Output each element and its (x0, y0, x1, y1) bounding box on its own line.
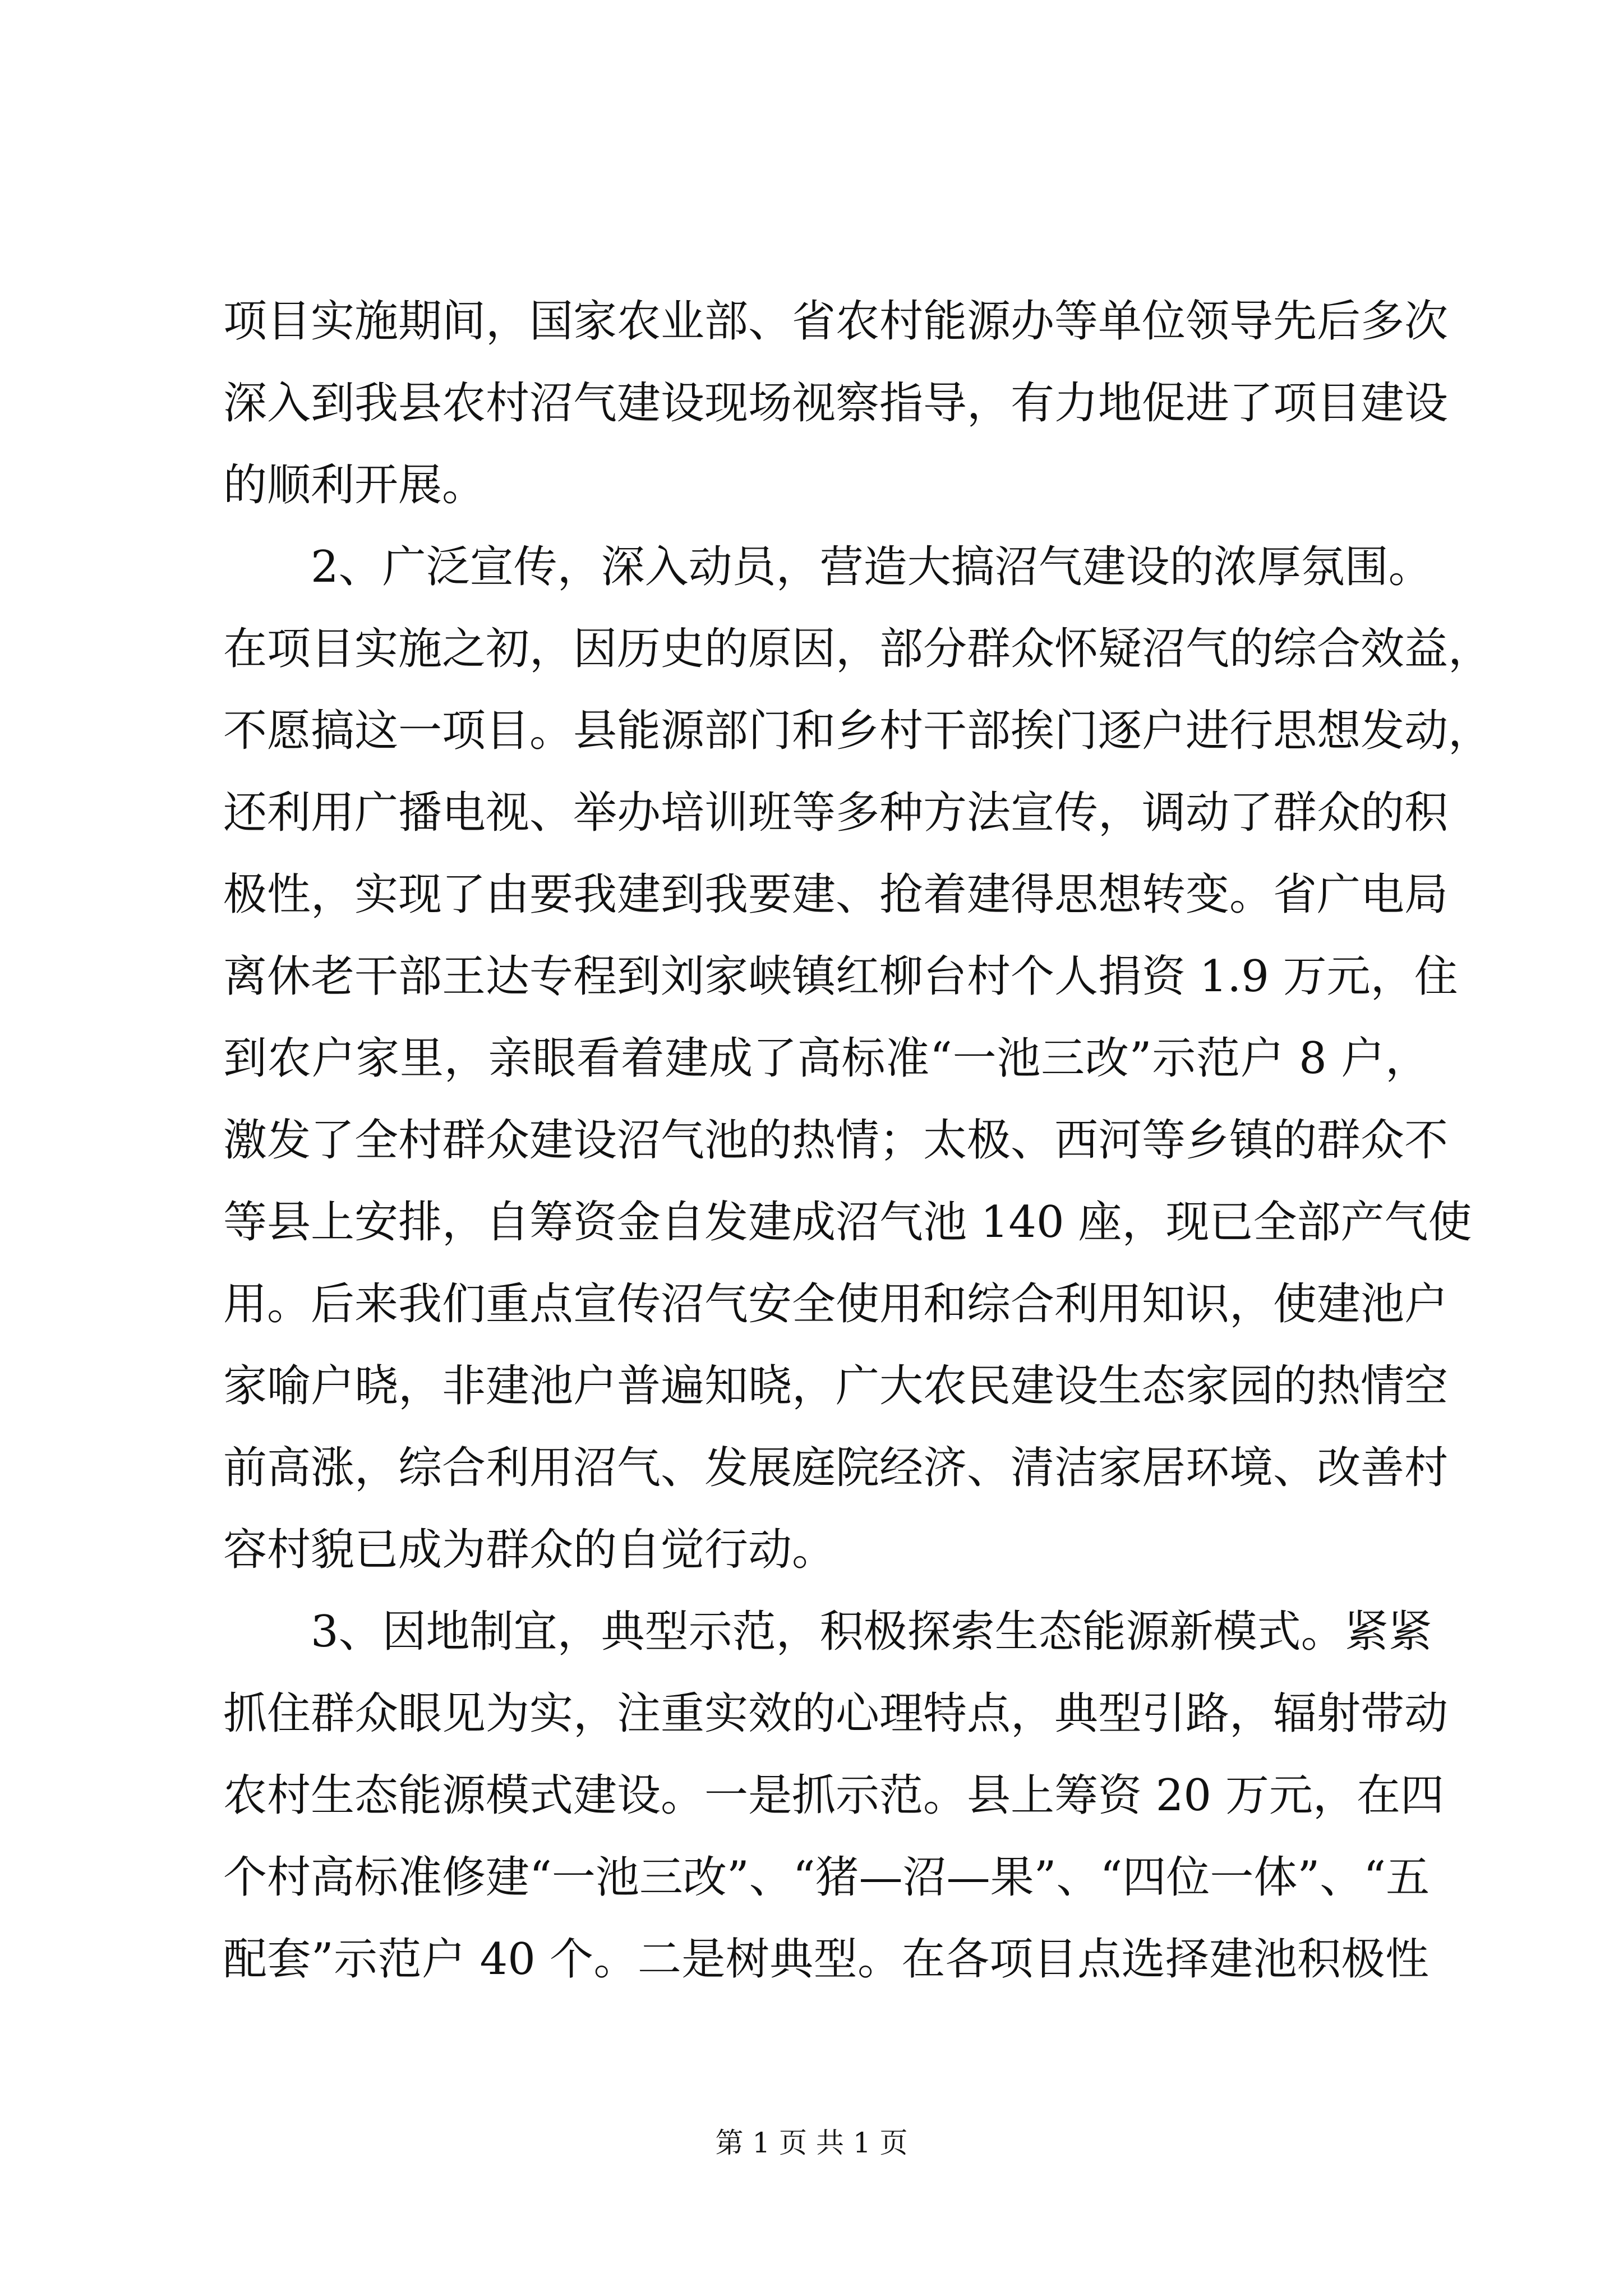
text-line: 深入到我县农村沼气建设现场视察指导，有力地促进了项目建设 (223, 378, 1449, 429)
text-line: 配套”示范户 40 个。二是树典型。在各项目点选择建池积极性 (223, 1934, 1429, 1985)
text-line: 项目实施期间，国家农业部、省农村能源办等单位领导先后多次 (223, 296, 1449, 347)
text-line: 极性，实现了由要我建到我要建、抢着建得思想转变。省广电局 (223, 869, 1449, 920)
text-line: 个村高标准修建“一池三改”、“猪—沼—果”、“四位一体”、“五 (223, 1852, 1430, 1903)
page-number-label: 第 1 页 共 1 页 (715, 2127, 908, 2159)
body-text (223, 280, 1492, 2000)
text-line: 农村生态能源模式建设。一是抓示范。县上筹资 20 万元，在四 (223, 1770, 1444, 1821)
text-line: 等县上安排，自筹资金自发建成沼气池 140 座，现已全部产气使 (223, 1197, 1472, 1248)
text-line: 到农户家里，亲眼看着建成了高标准“一池三改”示范户 8 户， (223, 1033, 1429, 1084)
text-line: 激发了全村群众建设沼气池的热情；太极、西河等乡镇的群众不 (223, 1115, 1449, 1166)
text-line: 还利用广播电视、举办培训班等多种方法宣传，调动了群众的积 (223, 788, 1449, 838)
page-footer (0, 2126, 1623, 2160)
text-line: 前高涨，综合利用沼气、发展庭院经济、清洁家居环境、改善村 (223, 1443, 1449, 1493)
paragraph-heading-line: 2、广泛宣传，深入动员，营造大搞沼气建设的浓厚氛围。 (311, 542, 1432, 592)
text-line: 在项目实施之初，因历史的原因，部分群众怀疑沼气的综合效益， (223, 624, 1492, 674)
text-line: 容村貌已成为群众的自觉行动。 (223, 1525, 836, 1575)
text-line: 家喻户晓，非建池户普遍知晓，广大农民建设生态家园的热情空 (223, 1361, 1449, 1411)
text-line: 抓住群众眼见为实，注重实效的心理特点，典型引路，辐射带动 (223, 1688, 1449, 1739)
paragraph-heading-line: 3、因地制宜，典型示范，积极探索生态能源新模式。紧紧 (311, 1607, 1432, 1657)
text-line: 的顺利开展。 (223, 460, 486, 510)
text-line: 用。后来我们重点宣传沼气安全使用和综合利用知识，使建池户 (223, 1279, 1449, 1329)
text-line: 离休老干部王达专程到刘家峡镇红柳台村个人捐资 1.9 万元，住 (223, 951, 1458, 1002)
text-line: 不愿搞这一项目。县能源部门和乡村干部挨门逐户进行思想发动， (223, 706, 1492, 756)
